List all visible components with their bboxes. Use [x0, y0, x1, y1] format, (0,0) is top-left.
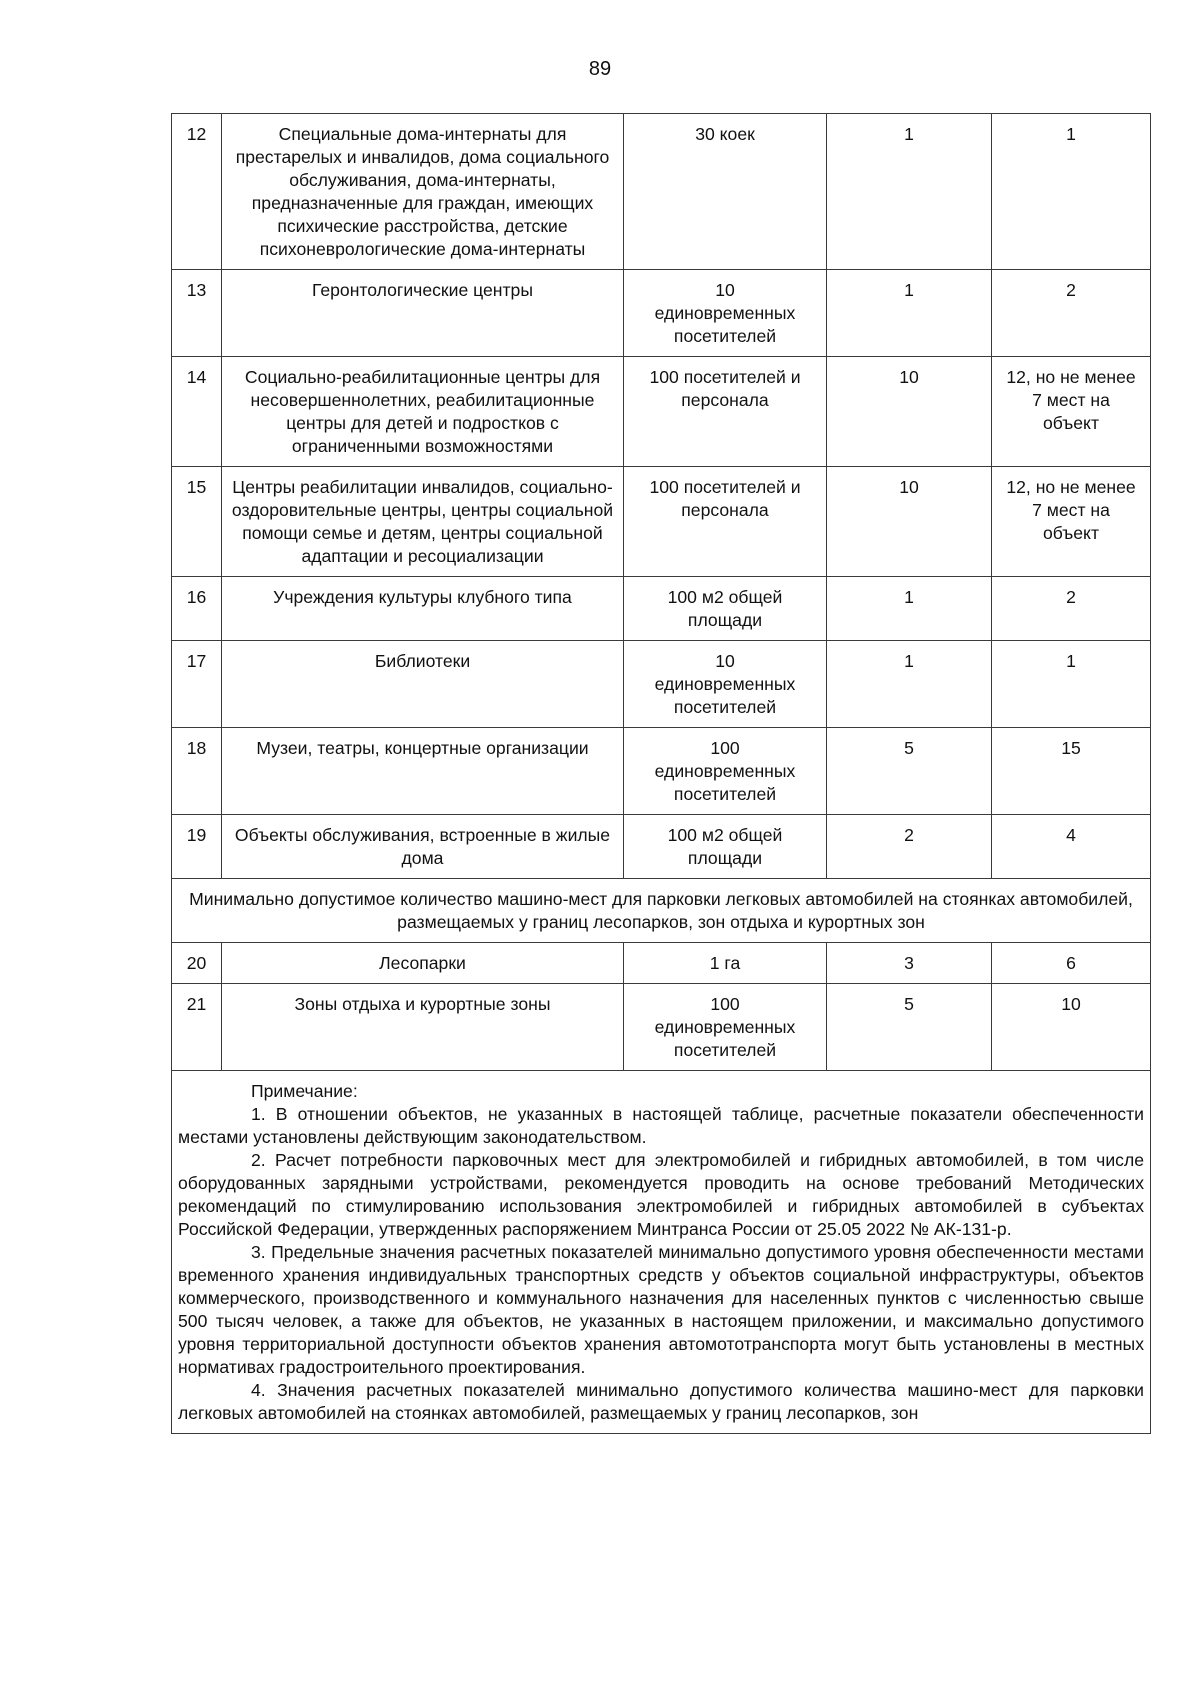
calc-unit: 100 посетителей и персонала	[624, 467, 827, 577]
note-item: 3. Предельные значения расчетных показателей минимально допустимого уровня обеспеченности местами временного хранения индивидуальных транспортных средств у объектов социальной инфраструктуры, объектов коммерческого, производственного и коммунального назначения для населенных пунктов с численностью свыше 500 тысяч человек, а также для объектов, не указанных в настоящем приложении, и максимально допустимого уровня территориальной доступности объектов хранения автомототранспорта могут быть установлены в местных нормативах градостроительного проектирования.	[178, 1242, 1144, 1377]
note-item: 2. Расчет потребности парковочных мест для электромобилей и гибридных автомобилей, в том числе оборудованных зарядными устройствами, рекомендуется проводить на основе требований Методических рекомендаций по стимулированию использования электромобилей и гибридных автомобилей в субъектах Российской Федерации, утвержденных распоряжением Минтранса России от 25.05 2022 № АК-131-р.	[178, 1150, 1144, 1239]
max-places: 1	[992, 641, 1151, 728]
row-number: 17	[172, 641, 222, 728]
calc-unit: 100 посетителей и персонала	[624, 357, 827, 467]
max-places: 4	[992, 815, 1151, 879]
calc-unit: 100 м2 общей площади	[624, 577, 827, 641]
row-number: 13	[172, 270, 222, 357]
row-number: 12	[172, 114, 222, 270]
parking-norms-table	[171, 113, 1151, 1434]
page-number: 89	[588, 58, 612, 80]
row-number: 20	[172, 943, 222, 984]
object-name: Центры реабилитации инвалидов, социально-оздоровительные центры, центры социальной помощи семье и детям, центры социальной адаптации и ресоциализации	[222, 467, 624, 577]
max-places: 15	[992, 728, 1151, 815]
note-block	[172, 1071, 1151, 1434]
section-heading: Минимально допустимое количество машино-мест для парковки легковых автомобилей на стоянках автомобилей, размещаемых у границ лесопарков, зон отдыха и курортных зон	[172, 879, 1151, 943]
row-number: 15	[172, 467, 222, 577]
table-section-row	[172, 879, 1151, 943]
table-row	[172, 984, 1151, 1071]
object-name: Учреждения культуры клубного типа	[222, 577, 624, 641]
max-places: 6	[992, 943, 1151, 984]
object-name: Геронтологические центры	[222, 270, 624, 357]
max-places: 10	[992, 984, 1151, 1071]
table-row	[172, 270, 1151, 357]
min-places: 1	[827, 577, 992, 641]
calc-unit: 100 единовременных посетителей	[624, 984, 827, 1071]
max-places: 12, но не менее 7 мест на объект	[992, 357, 1151, 467]
row-number: 21	[172, 984, 222, 1071]
object-name: Специальные дома-интернаты для престарелых и инвалидов, дома социального обслуживания, дома-интернаты, предназначенные для граждан, имеющих психические расстройства, детские психоневрологические дома-интернаты	[222, 114, 624, 270]
table-row	[172, 114, 1151, 270]
min-places: 3	[827, 943, 992, 984]
calc-unit: 10 единовременных посетителей	[624, 270, 827, 357]
min-places: 1	[827, 270, 992, 357]
object-name: Библиотеки	[222, 641, 624, 728]
note-row	[172, 1071, 1151, 1434]
max-places: 2	[992, 577, 1151, 641]
max-places: 12, но не менее 7 мест на объект	[992, 467, 1151, 577]
min-places: 1	[827, 114, 992, 270]
object-name: Объекты обслуживания, встроенные в жилые дома	[222, 815, 624, 879]
object-name: Музеи, театры, концертные организации	[222, 728, 624, 815]
min-places: 10	[827, 467, 992, 577]
table-row	[172, 577, 1151, 641]
table-row	[172, 641, 1151, 728]
calc-unit: 1 га	[624, 943, 827, 984]
table-row	[172, 943, 1151, 984]
min-places: 1	[827, 641, 992, 728]
max-places: 1	[992, 114, 1151, 270]
table-row	[172, 815, 1151, 879]
calc-unit: 10 единовременных посетителей	[624, 641, 827, 728]
row-number: 16	[172, 577, 222, 641]
note-title: Примечание:	[251, 1081, 358, 1101]
object-name: Социально-реабилитационные центры для несовершеннолетних, реабилитационные центры для детей и подростков с ограниченными возможностями	[222, 357, 624, 467]
calc-unit: 100 единовременных посетителей	[624, 728, 827, 815]
object-name: Зоны отдыха и курортные зоны	[222, 984, 624, 1071]
row-number: 19	[172, 815, 222, 879]
min-places: 5	[827, 728, 992, 815]
table-row	[172, 728, 1151, 815]
row-number: 18	[172, 728, 222, 815]
min-places: 2	[827, 815, 992, 879]
max-places: 2	[992, 270, 1151, 357]
calc-unit: 100 м2 общей площади	[624, 815, 827, 879]
row-number: 14	[172, 357, 222, 467]
object-name: Лесопарки	[222, 943, 624, 984]
min-places: 10	[827, 357, 992, 467]
note-item: 4. Значения расчетных показателей минимально допустимого количества машино-мест для парковки легковых автомобилей на стоянках автомобилей, размещаемых у границ лесопарков, зон	[178, 1380, 1144, 1423]
min-places: 5	[827, 984, 992, 1071]
calc-unit: 30 коек	[624, 114, 827, 270]
table-row	[172, 467, 1151, 577]
note-item: 1. В отношении объектов, не указанных в настоящей таблице, расчетные показатели обеспеченности местами установлены действующим законодательством.	[178, 1104, 1144, 1147]
table-row	[172, 357, 1151, 467]
